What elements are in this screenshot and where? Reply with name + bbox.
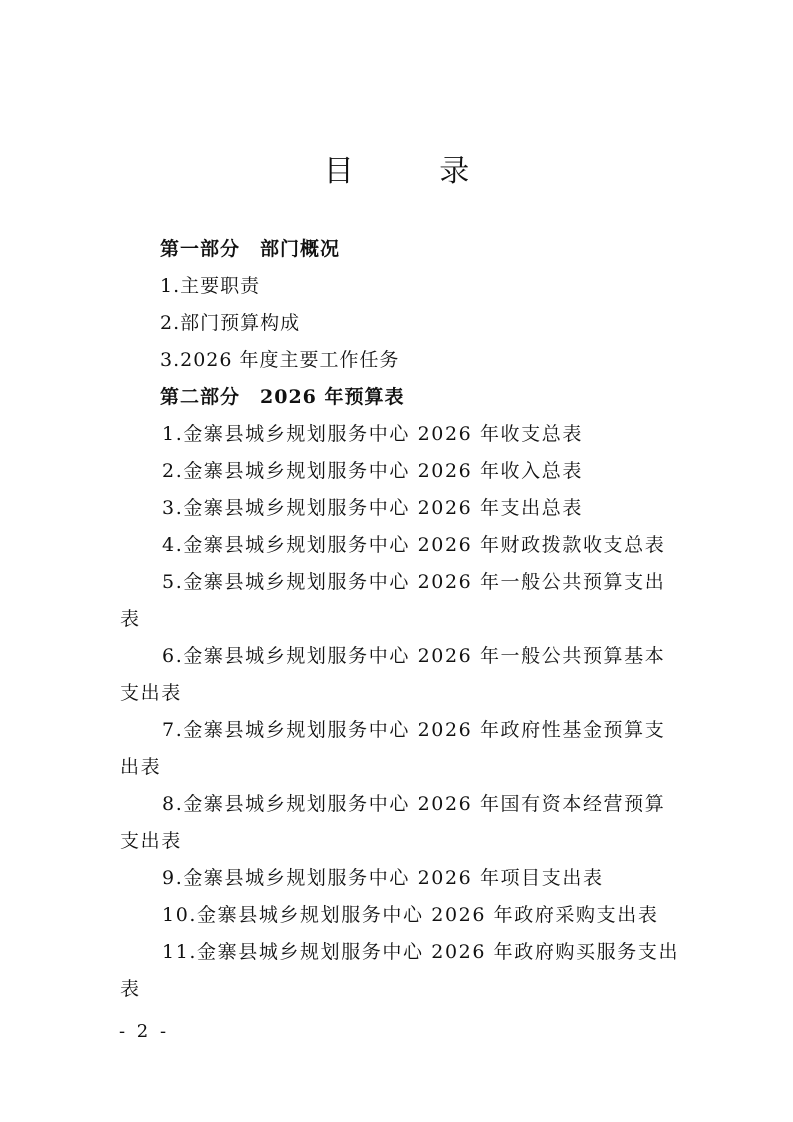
toc-item-continuation: 表 [120,978,141,1000]
page-number: - 2 - [119,1021,170,1042]
toc-item: 2.部门预算构成 [160,312,301,334]
toc-item: 8.金寨县城乡规划服务中心 2026 年国有资本经营预算 [162,793,666,815]
toc-item: 5.金寨县城乡规划服务中心 2026 年一般公共预算支出 [162,571,666,593]
toc-section-heading: 第一部分 部门概况 [160,238,341,260]
page-title: 目 录 [323,154,508,189]
toc-item: 2.金寨县城乡规划服务中心 2026 年收入总表 [162,460,583,482]
toc-item-continuation: 支出表 [120,830,182,852]
toc-item: 11.金寨县城乡规划服务中心 2026 年政府购买服务支出 [162,941,680,963]
toc-item: 6.金寨县城乡规划服务中心 2026 年一般公共预算基本 [162,645,666,667]
toc-item-continuation: 表 [120,608,141,630]
toc-section-heading: 第二部分 2026 年预算表 [160,386,405,408]
toc-item: 1.金寨县城乡规划服务中心 2026 年收支总表 [162,423,583,445]
toc-item: 3.2026 年度主要工作任务 [160,349,400,371]
toc-item-continuation: 支出表 [120,682,182,704]
toc-item: 10.金寨县城乡规划服务中心 2026 年政府采购支出表 [162,904,659,926]
toc-item: 9.金寨县城乡规划服务中心 2026 年项目支出表 [162,867,604,889]
toc-item-continuation: 出表 [120,756,162,778]
toc-item: 1.主要职责 [160,275,261,297]
toc-item: 3.金寨县城乡规划服务中心 2026 年支出总表 [162,497,583,519]
table-of-contents [120,231,680,1008]
toc-item: 7.金寨县城乡规划服务中心 2026 年政府性基金预算支 [162,719,666,741]
toc-item: 4.金寨县城乡规划服务中心 2026 年财政拨款收支总表 [162,534,666,556]
